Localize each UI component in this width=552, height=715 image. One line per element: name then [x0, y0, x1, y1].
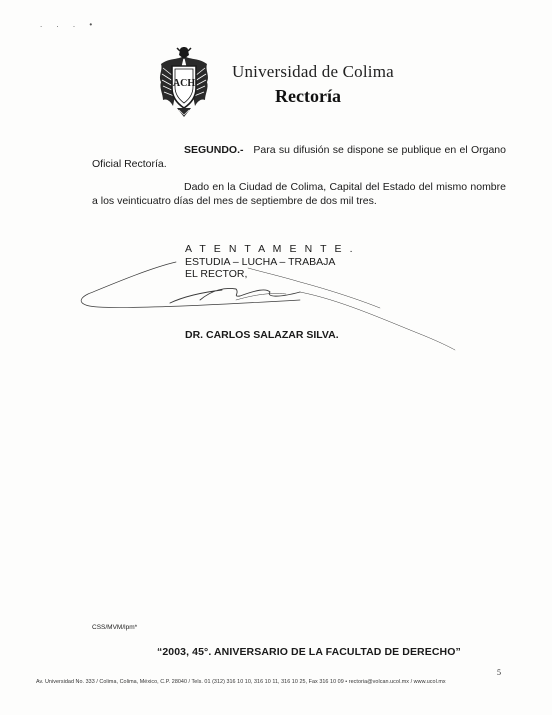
signer-name: DR. CARLOS SALAZAR SILVA.	[185, 329, 339, 341]
paragraph-segundo	[92, 143, 506, 171]
closing-block	[185, 243, 355, 281]
attentively-line: A T E N T A M E N T E .	[185, 243, 356, 255]
paragraph-dado	[92, 180, 506, 208]
institution-name: Universidad de Colima	[232, 62, 394, 81]
motto-line: ESTUDIA – LUCHA – TRABAJA	[185, 255, 336, 268]
scan-specks: . . . •	[40, 20, 99, 29]
page-number: 5	[497, 668, 501, 677]
paragraph-dado-text: Dado en la Ciudad de Colima, Capital del Estado del mismo nombre a los veinticuatro días del mes de septiembre de dos mil tres.	[92, 181, 506, 207]
paragraph-segundo-text: Para su difusión se dispone se publique en el Organo Oficial Rectoría.	[92, 144, 506, 170]
footer-address: Av. Universidad No. 333 / Colima, Colima, México, C.P. 28040 / Tels. 01 (312) 316 10 10, 316 10 11, 316 10 25, Fax 316 10 09 • rectoria@volcan.ucol.mx / www.ucol.mx	[36, 679, 446, 685]
office-title: Rectoría	[275, 86, 341, 106]
paragraph-segundo-lead: SEGUNDO.-	[184, 144, 244, 156]
reference-initials: CSS/MVM/lpm*	[92, 624, 138, 631]
university-eagle-emblem-icon	[155, 46, 213, 118]
rector-role-line: EL RECTOR,	[185, 268, 248, 280]
anniversary-legend: “2003, 45°. ANIVERSARIO DE LA FACULTAD DE DERECHO”	[157, 646, 461, 658]
emblem-letters: ACH	[172, 78, 196, 89]
